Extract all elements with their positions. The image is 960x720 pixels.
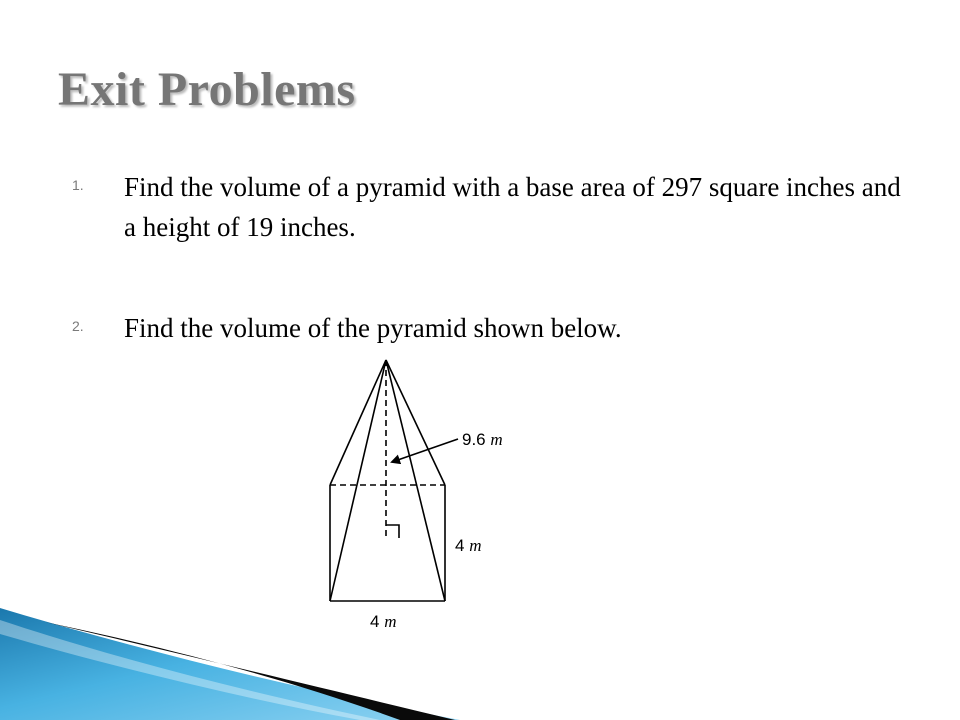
slide-title: Exit Problems — [58, 63, 356, 116]
problem-1-number: 1. — [72, 177, 84, 193]
inner-edge-right — [386, 360, 445, 601]
height-label: 4 m — [455, 536, 482, 555]
slant-height-label: 9.6 m — [462, 430, 503, 449]
problem-1-text: Find the volume of a pyramid with a base area of 297 square inches and a height of 19 inches. — [124, 172, 901, 242]
slant-edge-right — [386, 360, 445, 485]
base-label: 4 m — [370, 612, 397, 631]
decorative-swoosh — [0, 580, 960, 720]
problem-2-text: Find the volume of the pyramid shown below. — [124, 313, 622, 343]
inner-edge-left — [330, 360, 386, 601]
right-angle-marker — [386, 525, 399, 538]
problem-2-number: 2. — [72, 318, 84, 334]
blue-swoosh-shape — [0, 608, 460, 720]
slant-edge-left — [330, 360, 386, 485]
